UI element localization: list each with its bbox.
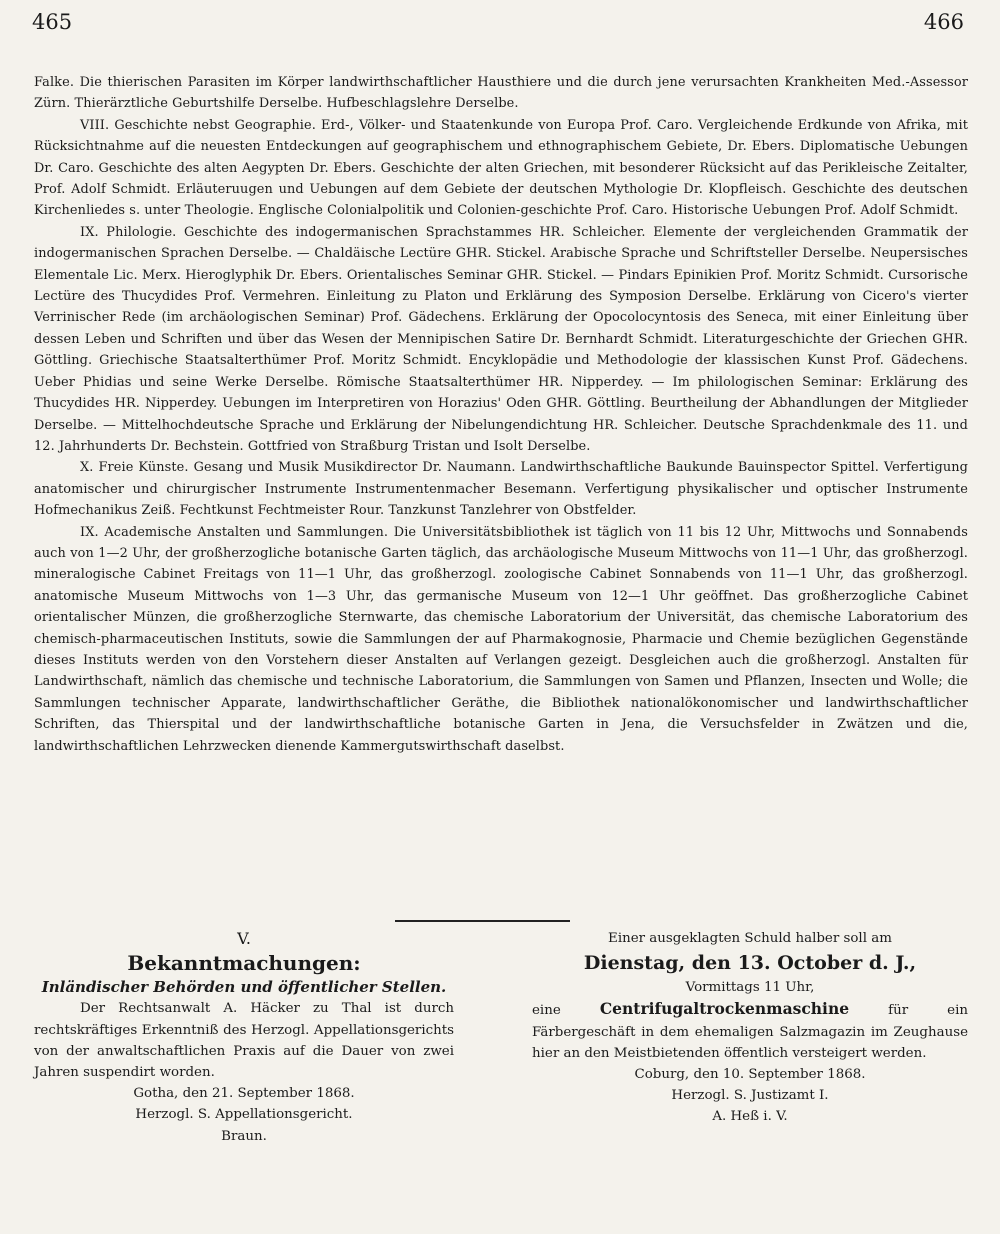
announcement-body: Der Rechtsanwalt A. Häcker zu Thal ist durch rechtskräftiges Erkenntniß des Herzogl. Appellationsgerichts von der anwaltschaftlichen Praxis auf die Dauer von zwei Jahren suspendirt worden.	[34, 1001, 454, 1081]
auction-body	[532, 998, 968, 1064]
announcement-left	[34, 928, 454, 1147]
announcements-heading: Bekanntmachungen:	[127, 951, 361, 976]
paragraph-history-geography: VIII. Geschichte nebst Geographie. Erd-, Völker- und Staatenkunde von Europa Prof. Caro. Vergleichende Erdkunde von Afrika, mit Rücksichtnahme auf die neuesten Entdeckungen auf geographischem und ethnographischem Gebiete, Dr. Ebers. Diplomatische Uebungen Dr. Caro. Geschichte des alten Aegypten Dr. Ebers. Geschichte der alten Griechen, mit besonderer Rücksicht auf das Perikleische Zeitalter, Prof. Adolf Schmidt. Erläuteruugen und Uebungen auf dem Gebiete der deutschen Mythologie Dr. Klopfleisch. Geschichte des deutschen Kirchenliedes s. unter Theologie. Englische Colonialpolitik und Colonien-geschichte Prof. Caro. Historische Uebungen Prof. Adolf Schmidt.	[34, 117, 968, 219]
lecture-listing	[34, 72, 968, 757]
page-number-left: 465	[32, 10, 73, 34]
paragraph-philology: IX. Philologie. Geschichte des indogermanischen Sprachstammes HR. Schleicher. Elemente der vergleichenden Grammatik der indogermanischen Sprachen Derselbe. — Chaldäische Lectüre GHR. Stickel. Arabische Sprache und Schriftsteller Derselbe. Neupersisches Elementale Lic. Merx. Hieroglyphik Dr. Ebers. Orientalisches Seminar GHR. Stickel. — Pindars Epinikien Prof. Moritz Schmidt. Cursorische Lectüre des Thucydides Prof. Vermehren. Einleitung zu Platon und Erklärung des Symposion Derselbe. Erklärung von Cicero's vierter Verrinischer Rede (im archäologischen Seminar) Prof. Gädechens. Erklärung der Opocolocyntosis des Seneca, mit einer Einleitung über dessen Leben und Schriften und über das Wesen der Mennipischen Satire Dr. Bernhardt Schmidt. Literaturgeschichte der Griechen GHR. Göttling. Griechische Staatsalterthümer Prof. Moritz Schmidt. Encyklopädie und Methodologie der klassischen Kunst Prof. Gädechens. Ueber Phidias und seine Werke Derselbe. Römische Staatsalterthümer HR. Nipperdey. — Im philologischen Seminar: Erklärung des Thucydides HR. Nipperdey. Uebungen im Interpretiren von Horazius' Oden GHR. Göttling. Beurtheilung der Abhandlungen der Mitglieder Derselbe. — Mittelhochdeutsche Sprache und Erklärung der Nibelungendichtung HR. Schleicher. Deutsche Sprachdenkmale des 11. und 12. Jahrhunderts Dr. Bechstein. Gottfried von Straßburg Tristan und Isolt Derselbe.	[34, 224, 968, 454]
auction-date: Coburg, den 10. September 1868.	[634, 1067, 866, 1083]
auction-body-text: für ein Färbergeschäft in dem ehemaligen Salzmagazin im Zeughause hier an den Meistbietenden öffentlich versteigert werden.	[532, 1003, 968, 1061]
paragraph-veterinary: Falke. Die thierischen Parasiten im Körper landwirthschaftlicher Hausthiere und die durch jene verursachten Krankheiten Med.-Assessor Zürn. Thierärztliche Geburtshilfe Derselbe. Hufbeschlagslehre Derselbe.	[34, 75, 968, 112]
auction-date-heading: Dienstag, den 13. October d. J.,	[583, 952, 917, 975]
auction-signature: A. Heß i. V.	[712, 1109, 788, 1125]
paragraph-free-arts: X. Freie Künste. Gesang und Musik Musikdirector Dr. Naumann. Landwirthschaftliche Baukunde Bauinspector Spittel. Verfertigung anatomischer und chirurgischer Instrumente Instrumentenmacher Besemann. Verfertigung physikalischer und optischer Instrumente Hofmechanikus Zeiß. Fechtkunst Fechtmeister Rour. Tanzkunst Tanzlehrer von Obstfelder.	[34, 460, 968, 519]
announcement-date: Gotha, den 21. September 1868.	[133, 1086, 355, 1102]
auction-authority: Herzogl. S. Justizamt I.	[671, 1088, 829, 1104]
auction-item: Centrifugaltrockenmaschine	[599, 999, 850, 1019]
announcement-signature: Braun.	[221, 1128, 267, 1144]
section-divider	[395, 920, 570, 922]
announcements-subheading: Inländischer Behörden und öffentlicher Stellen.	[41, 978, 447, 997]
announcement-authority: Herzogl. S. Appellationsgericht.	[135, 1107, 353, 1123]
auction-time: Vormittags 11 Uhr,	[685, 980, 815, 996]
section-number: V.	[237, 929, 251, 948]
page-number-right: 466	[923, 10, 964, 34]
paragraph-academic-institutions: IX. Academische Anstalten und Sammlungen. Die Universitätsbibliothek ist täglich von 11 bis 12 Uhr, Mittwochs und Sonnabends auch von 1—2 Uhr, der großherzogliche botanische Garten täglich, das archäologische Museum Mittwochs von 11—1 Uhr, das großherzogl. mineralogische Cabinet Freitags von 11—1 Uhr, das großherzogl. zoologische Cabinet Sonnabends von 11—1 Uhr, das großherzogl. anatomische Museum Mittwochs von 1—3 Uhr, das germanische Museum von 12—1 Uhr geöffnet. Das großherzogliche Cabinet orientalischer Münzen, die großherzogliche Sternwarte, das chemische Laboratorium der Universität, das chemische Laboratorium des chemisch-pharmaceutischen Instituts, sowie die Sammlungen der auf Pharmakognosie, Pharmacie und Chemie bezüglichen Gegenstände dieses Instituts werden von den Vorstehern dieser Anstalten auf Verlangen gezeigt. Desgleichen auch die großherzogl. Anstalten für Landwirthschaft, nämlich das chemische und technische Laboratorium, die Sammlungen von Samen und Pflanzen, Insecten und Wolle; die Sammlungen technischer Apparate, landwirthschaftlicher Geräthe, die Bibliothek nationalökonomischer und landwirthschaftlicher Schriften, das Thierspital und der landwirthschaftliche botanische Garten in Jena, die Versuchsfelder in Zwätzen und die, landwirthschaftlichen Lehrzwecken dienende Kammergutswirthschaft daselbst.	[34, 524, 968, 754]
auction-intro: Einer ausgeklagten Schuld halber soll am	[608, 931, 892, 946]
auction-eine: eine	[532, 1003, 561, 1019]
announcement-right	[532, 928, 968, 1128]
